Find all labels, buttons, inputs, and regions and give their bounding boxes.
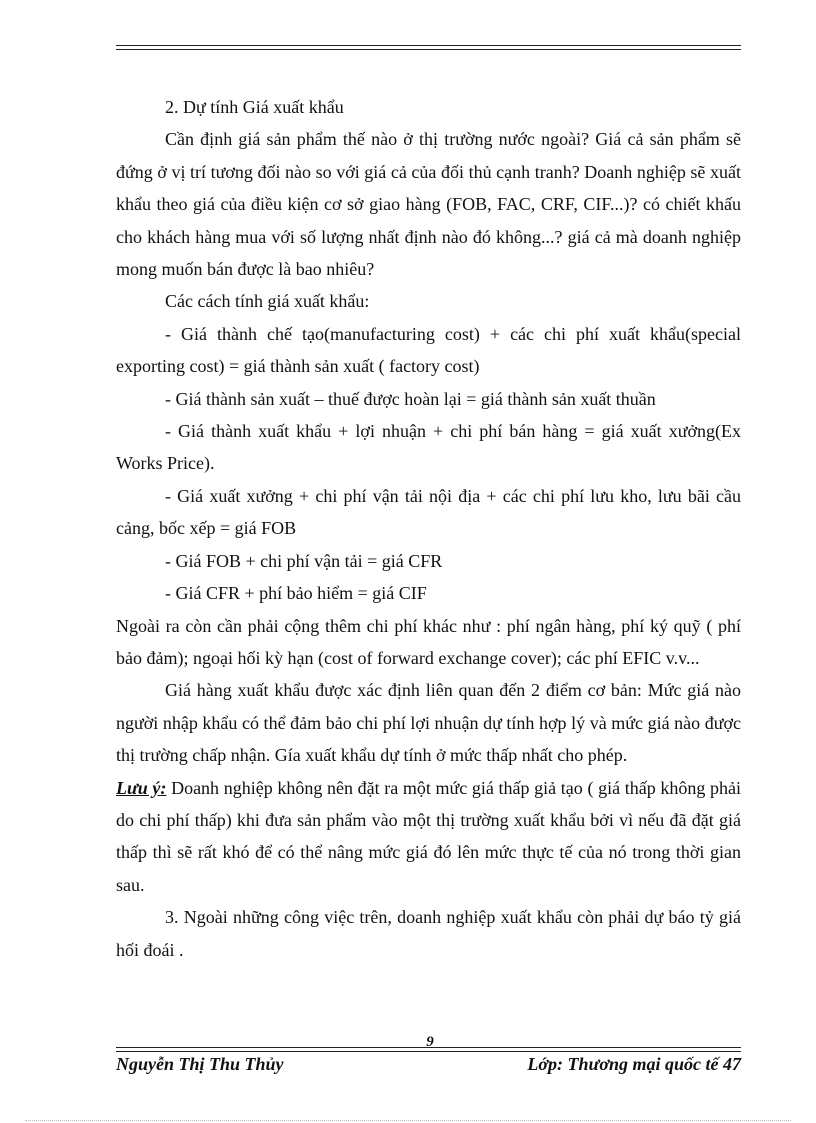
method-item: - Giá xuất xưởng + chi phí vận tải nội địa + các chi phí lưu kho, lưu bãi cầu cảng, bốc xếp = giá FOB bbox=[116, 485, 741, 539]
method-item: - Giá CFR + phí bảo hiểm = giá CIF bbox=[165, 583, 427, 604]
section-3-paragraph: 3. Ngoài những công việc trên, doanh nghiệp xuất khẩu còn phải dự báo tỷ giá hối đoái . bbox=[116, 907, 741, 960]
note-text: Doanh nghiệp không nên đặt ra một mức giá thấp giả tạo ( giá thấp không phải do chi phí thấp) khi đưa sản phẩm vào một thị trường xuất khẩu bởi vì nếu đã đặt giá thấp thì sẽ rất khó để có thể nâng mức giá đó lên mức thực tế của nó trong thời gian sau. bbox=[116, 777, 741, 895]
footer-class-info: Lớp: Thương mại quốc tế 47 bbox=[527, 1054, 741, 1074]
document-body bbox=[116, 91, 741, 966]
footer-rule-bottom bbox=[116, 1051, 741, 1052]
intro-paragraph: Cần định giá sản phẩm thế nào ở thị trường nước ngoài? Giá cả sản phẩm sẽ đứng ở vị trí tương đối nào so với giá cả của đối thủ cạnh tranh? Doanh nghiệp sẽ xuất khẩu theo giá của điều kiện cơ sở giao hàng (FOB, FAC, CRF, CIF...)? có chiết khấu cho khách hàng mua với số lượng nhất định nào đó không...? giá cả mà doanh nghiệp mong muốn bán được là bao nhiêu? bbox=[116, 129, 741, 280]
other-costs-paragraph: Ngoài ra còn cần phải cộng thêm chi phí khác như : phí ngân hàng, phí ký quỹ ( phí bảo đảm); ngoại hối kỳ hạn (cost of forward exchange cover); các phí EFIC v.v... bbox=[116, 615, 741, 668]
header-rule-top bbox=[116, 45, 741, 46]
method-item: - Giá thành chế tạo(manufacturing cost) + các chi phí xuất khẩu(special exporting cost) = giá thành sản xuất ( factory cost) bbox=[116, 323, 741, 377]
price-basis-paragraph: Giá hàng xuất khẩu được xác định liên quan đến 2 điểm cơ bản: Mức giá nào người nhập khẩu có thể đảm bảo chi phí lợi nhuận dự tính hợp lý và mức giá nào được thị trường chấp nhận. Gía xuất khẩu dự tính ở mức thấp nhất cho phép. bbox=[116, 680, 741, 766]
note-paragraph bbox=[116, 772, 741, 902]
footer-author: Nguyễn Thị Thu Thủy bbox=[116, 1054, 284, 1074]
header-rule-bottom bbox=[116, 49, 741, 50]
section-heading: 2. Dự tính Giá xuất khẩu bbox=[165, 97, 344, 117]
page-edge-divider bbox=[25, 1120, 791, 1121]
method-item: - Giá thành xuất khẩu + lợi nhuận + chi phí bán hàng = giá xuất xưởng(Ex Works Price). bbox=[116, 421, 741, 474]
method-item: - Giá thành sản xuất – thuế được hoàn lại = giá thành sản xuất thuần bbox=[165, 388, 656, 409]
methods-title: Các cách tính giá xuất khẩu: bbox=[165, 291, 370, 312]
page-number: 9 bbox=[426, 1034, 434, 1050]
note-label: Lưu ý: bbox=[116, 777, 167, 798]
method-item: - Giá FOB + chi phí vận tải = giá CFR bbox=[165, 550, 443, 571]
